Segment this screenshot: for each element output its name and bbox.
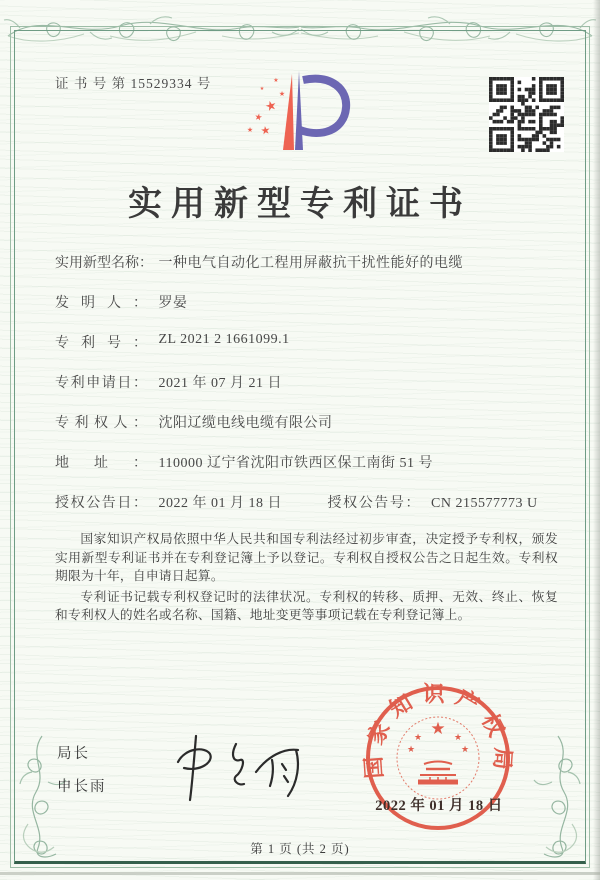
signature-handwriting (158, 726, 318, 812)
field-label: 地址： (55, 456, 147, 471)
field-label: 发明人： (55, 296, 147, 311)
field-value-grant-no: CN 215577773 U (431, 496, 538, 511)
certificate-title: 实用新型专利证书 (128, 186, 472, 223)
legal-text (55, 530, 558, 627)
page-number: 第 1 页 (共 2 页) (250, 842, 350, 856)
field-label-grant-no: 授权公告号： (327, 496, 420, 511)
signer-title: 局长 (57, 746, 90, 762)
field-row-address (55, 452, 562, 472)
svg-text:★: ★ (460, 745, 470, 755)
field-label: 专利号： (55, 336, 147, 351)
svg-text:★: ★ (259, 86, 265, 92)
scan-edge-right (593, 0, 600, 880)
svg-text:★: ★ (430, 719, 446, 739)
svg-text:★: ★ (259, 123, 272, 138)
svg-text:★: ★ (453, 733, 463, 743)
cnipa-logo-icon (236, 66, 356, 168)
legal-paragraph-2: 专利证书记载专利权登记时的法律状况。专利权的转移、质押、无效、终止、恢复和专利权人的姓名或名称、国籍、地址变更等事项记载在专利登记簿上。 (55, 589, 558, 623)
field-value: 一种电气自动化工程用屏蔽抗干扰性能好的电缆 (158, 256, 463, 271)
svg-text:★: ★ (263, 97, 279, 116)
field-row-filing-date (55, 372, 562, 392)
field-row-inventor (55, 292, 562, 312)
field-value: 2021 年 07 月 21 日 (158, 376, 282, 391)
signer-name: 申长雨 (57, 779, 107, 795)
field-value: ZL 2021 2 1661099.1 (158, 332, 290, 347)
svg-text:★: ★ (253, 112, 264, 124)
certificate-fields (55, 252, 562, 532)
field-row-grant (55, 492, 562, 512)
field-row-patent-no (55, 332, 562, 352)
field-value: 2022 年 01 月 18 日 (158, 496, 282, 511)
certificate-number: 证 书 号 第 15529334 号 (55, 76, 212, 91)
top-floral-border (0, 2, 600, 48)
scan-edge-bottom (0, 872, 600, 875)
svg-text:★: ★ (273, 77, 279, 84)
seal-text: 国家知识产权局 (360, 681, 516, 780)
field-label: 实用新型名称： (55, 256, 153, 271)
svg-text:★: ★ (413, 733, 423, 743)
svg-text:★: ★ (278, 90, 286, 98)
field-label: 授权公告日： (55, 496, 147, 511)
field-row-name (55, 252, 562, 272)
qr-code (489, 77, 564, 152)
signer-block (57, 742, 107, 808)
field-value: 沈阳辽缆电线电缆有限公司 (158, 416, 333, 431)
field-row-patentee (55, 412, 562, 432)
legal-paragraph-1: 国家知识产权局依照中华人民共和国专利法经过初步审查，决定授予专利权，颁发实用新型专利证书并在专利登记簿上予以登记。专利权自授权公告之日起生效。专利权期限为十年，自申请日起算。 (55, 532, 558, 584)
field-value: 110000 辽宁省沈阳市铁西区保工南街 51 号 (158, 456, 433, 471)
field-value: 罗晏 (158, 296, 188, 311)
seal-date: 2022 年 01 月 18 日 (375, 798, 503, 814)
svg-text:★: ★ (246, 126, 254, 134)
field-label: 专利权人： (55, 416, 147, 431)
svg-text:★: ★ (406, 745, 416, 755)
field-label: 专利申请日： (55, 376, 147, 391)
